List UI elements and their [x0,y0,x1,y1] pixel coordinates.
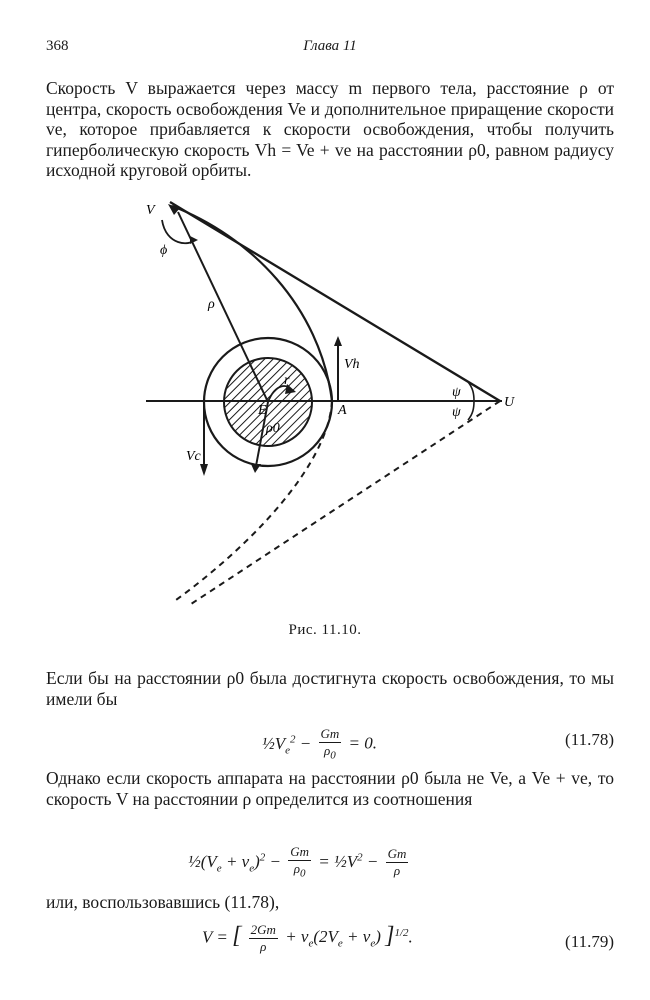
equation-number-11-78: (11.78) [565,730,614,749]
paragraph-using-result: или, воспользовавшись (11.78), [46,892,280,912]
paragraph-velocity-relation: Однако если скорость аппарата на расстоянии ρ0 была не Ve, а Ve + ve, то скорость V на расстоянии ρ определится из соотношения [46,768,614,809]
page-header [46,38,614,60]
figure-11-10 [130,196,520,616]
paragraph-escape-condition: Если бы на расстоянии ρ0 была достигнута скорость освобождения, то мы имели бы [46,668,614,709]
label-A: A [338,403,347,418]
equation-11-79: V = [ $\frac{2Gm}{\rho}$ + $v_e(2V_e + v_e)$ ]$^{1/2}$. [202,922,413,954]
arrowhead-rho0 [251,464,261,473]
label-U: U [504,395,515,410]
label-V: V [146,203,155,218]
phi-arc [162,220,194,243]
psi-arc-bottom [468,401,474,420]
label-E: E [258,403,267,418]
figure-caption: Рис. 11.10. [288,622,362,638]
label-psi-bottom: ψ [452,405,461,420]
running-head: Глава 11 [303,38,357,54]
label-phi: ϕ [160,243,168,258]
label-r: r [284,373,290,388]
equation-energy: $\frac{1}{2}(V_e + v_e)^2$ − $\frac{Gm}{\rho_0}$ = $\frac{1}{2}V^2$ − $\frac{Gm}{\rho}$ [188,844,407,880]
arrowhead-vh [334,336,342,346]
label-vh: Vh [344,357,360,372]
equation-11-78: $\frac{1}{2}V_e^2$ − $\frac{Gm}{\rho_0}$ = 0. [262,726,378,762]
label-rho: ρ [208,297,215,312]
label-psi-top: ψ [452,385,461,400]
arrowhead-phi [190,236,198,244]
page-number: 368 [46,38,69,54]
arrowhead-vc [200,464,208,476]
label-vc: Vc [186,449,201,464]
label-rho0: ρ0 [266,421,280,436]
paragraph-velocity-definition: Скорость V выражается через массу m первого тела, расстояние ρ от центра, скорость освобождения Ve и дополнительное приращение скорости ve, которое прибавляется к скорости освобождения, чтобы получить гиперболическую скорость Vh = Ve + ve на расстоянии ρ0, равном радиусу исходной круговой орбиты. [46,78,614,180]
equation-number-11-79: (11.79) [565,932,614,951]
